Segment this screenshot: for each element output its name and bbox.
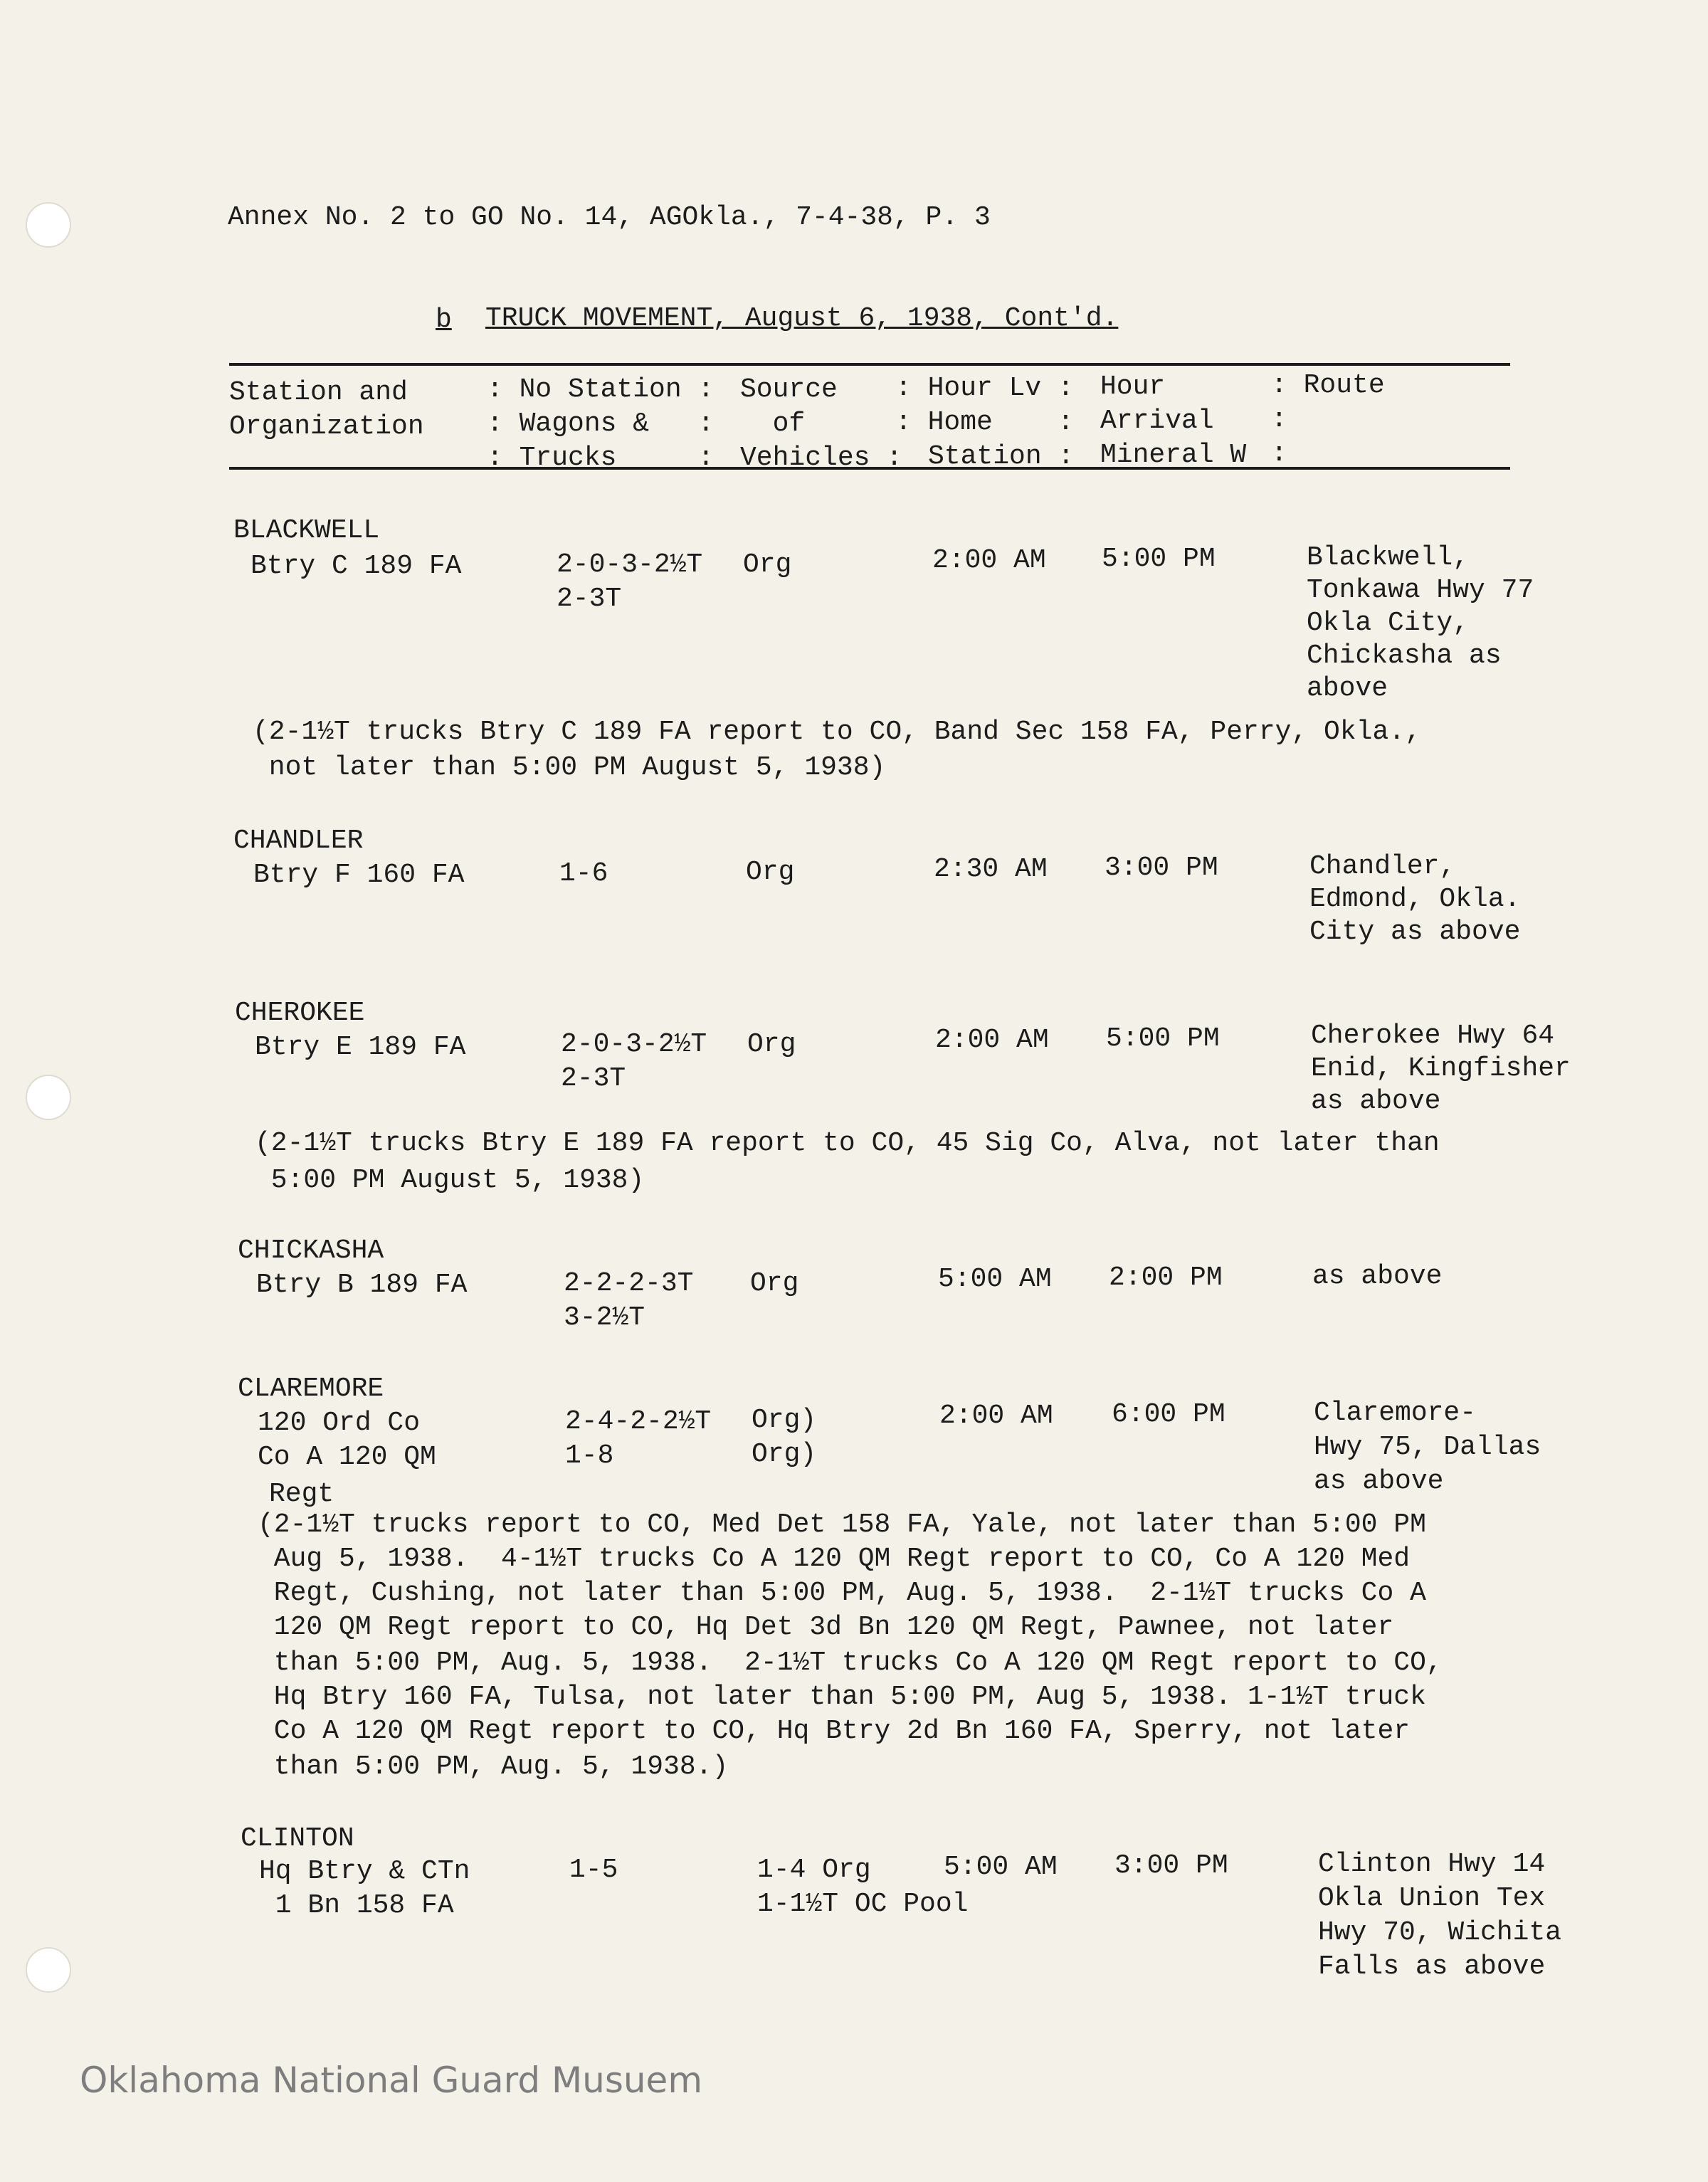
wagons-trucks: 2-3T xyxy=(557,584,622,614)
organization: 1 Bn 158 FA xyxy=(259,1890,454,1921)
entry-note: (2-1½T trucks report to CO, Med Det 158 FA, Yale, not later than 5:00 PM xyxy=(258,1509,1426,1540)
route: Cherokee Hwy 64 xyxy=(1311,1021,1555,1051)
wagons-trucks: 2-4-2-2½T xyxy=(565,1406,712,1437)
route: Okla City, xyxy=(1307,608,1470,638)
hour-arrival: 5:00 PM xyxy=(1106,1023,1220,1054)
wagons-trucks: 1-8 xyxy=(565,1440,614,1471)
wagons-trucks: 3-2½T xyxy=(564,1302,645,1333)
hour-arrival: 5:00 PM xyxy=(1102,544,1216,574)
wagons-trucks: 2-3T xyxy=(561,1063,626,1094)
hour-leave: 5:00 AM xyxy=(938,1264,1052,1295)
wagons-trucks: 2-0-3-2½T xyxy=(557,549,703,580)
entry-note: than 5:00 PM, Aug. 5, 1938. 2-1½T trucks Co A 120 QM Regt report to CO, xyxy=(258,1648,1443,1678)
station-name: CLAREMORE xyxy=(238,1374,384,1404)
route: above xyxy=(1307,673,1388,704)
header-line: : Hour Lv : xyxy=(895,373,1074,404)
header-line: : xyxy=(1271,404,1287,435)
header-line: Organization xyxy=(229,411,424,442)
header-line: : Home : xyxy=(895,407,1074,438)
route: Claremore- xyxy=(1314,1398,1477,1428)
table-top-rule xyxy=(229,363,1510,366)
wagons-trucks: 1-5 xyxy=(569,1855,618,1885)
hour-leave: 2:30 AM xyxy=(934,854,1048,885)
source: Org) xyxy=(752,1439,817,1470)
route: as above xyxy=(1312,1261,1443,1292)
wagons-trucks: 1-6 xyxy=(559,858,608,889)
route: Blackwell, xyxy=(1307,542,1470,573)
station-name: CHEROKEE xyxy=(235,998,365,1028)
museum-watermark: Oklahoma National Guard Musuem xyxy=(80,2060,703,2101)
hour-leave: 5:00 AM xyxy=(944,1852,1058,1882)
hour-arrival: 3:00 PM xyxy=(1114,1850,1228,1881)
organization: Co A 120 QM xyxy=(258,1442,436,1472)
hour-arrival: 3:00 PM xyxy=(1105,853,1218,883)
route: Okla Union Tex xyxy=(1318,1883,1546,1914)
station-name: CLINTON xyxy=(241,1823,354,1854)
organization: Regt xyxy=(269,1479,334,1509)
route: Edmond, Okla. xyxy=(1309,884,1521,915)
wagons-trucks: 2-2-2-3T xyxy=(564,1268,694,1299)
binder-hole-bottom xyxy=(26,1947,71,1993)
header-line: Source xyxy=(740,374,838,405)
route: as above xyxy=(1314,1466,1444,1497)
header-line: Hour xyxy=(1100,371,1166,402)
route: Hwy 70, Wichita xyxy=(1318,1917,1562,1948)
binder-hole-top xyxy=(26,202,71,248)
entry-note: Regt, Cushing, not later than 5:00 PM, Aug. 5, 1938. 2-1½T trucks Co A xyxy=(258,1578,1426,1608)
annex-line: Annex No. 2 to GO No. 14, AGOkla., 7-4-38, P. 3 xyxy=(228,202,991,233)
section-title: TRUCK MOVEMENT, August 6, 1938, Cont'd. xyxy=(485,303,1119,334)
header-line: : Wagons & : xyxy=(487,409,715,439)
station-name: BLACKWELL xyxy=(233,515,380,546)
organization: Btry F 160 FA xyxy=(253,860,465,890)
wagons-trucks: 2-0-3-2½T xyxy=(561,1029,707,1060)
organization: Hq Btry & CTn xyxy=(259,1856,470,1887)
hour-leave: 2:00 AM xyxy=(935,1025,1049,1055)
hour-arrival: 2:00 PM xyxy=(1109,1263,1223,1293)
route: City as above xyxy=(1309,917,1521,947)
route: as above xyxy=(1311,1086,1441,1117)
source: Org xyxy=(743,549,792,580)
route: Chickasha as xyxy=(1307,641,1502,671)
route: Clinton Hwy 14 xyxy=(1318,1849,1546,1880)
header-line: Station and xyxy=(229,377,408,408)
header-line: : Trucks : xyxy=(487,443,715,473)
hour-arrival: 6:00 PM xyxy=(1112,1399,1225,1430)
entry-note: not later than 5:00 PM August 5, 1938) xyxy=(253,752,886,783)
binder-hole-middle xyxy=(26,1075,71,1120)
header-line: Station : xyxy=(928,441,1075,472)
entry-note: Aug 5, 1938. 4-1½T trucks Co A 120 QM Regt report to CO, Co A 120 Med xyxy=(258,1544,1411,1574)
header-line: : Route xyxy=(1271,370,1385,401)
source: 1-4 Org xyxy=(757,1855,871,1885)
header-line: of xyxy=(740,409,806,439)
entry-note: Hq Btry 160 FA, Tulsa, not later than 5:00 PM, Aug 5, 1938. 1-1½T truck xyxy=(258,1682,1426,1712)
entry-note: 120 QM Regt report to CO, Hq Det 3d Bn 120 QM Regt, Pawnee, not later xyxy=(258,1612,1394,1643)
route: Hwy 75, Dallas xyxy=(1314,1432,1541,1462)
station-name: CHANDLER xyxy=(233,826,364,856)
header-line: Arrival xyxy=(1100,406,1214,436)
route: Falls as above xyxy=(1318,1951,1546,1982)
entry-note: Co A 120 QM Regt report to CO, Hq Btry 2d Bn 160 FA, Sperry, not later xyxy=(258,1716,1411,1746)
source: Org xyxy=(750,1268,799,1299)
entry-note: than 5:00 PM, Aug. 5, 1938.) xyxy=(258,1751,729,1782)
section-letter: b xyxy=(436,305,452,335)
route: Enid, Kingfisher xyxy=(1311,1053,1571,1084)
source: Org xyxy=(747,1029,796,1060)
organization: Btry B 189 FA xyxy=(256,1270,468,1300)
header-line: : No Station : xyxy=(487,374,715,405)
entry-note: (2-1½T trucks Btry C 189 FA report to CO, Band Sec 158 FA, Perry, Okla., xyxy=(253,717,1421,747)
route: Chandler, xyxy=(1309,851,1456,882)
entry-note: 5:00 PM August 5, 1938) xyxy=(255,1165,645,1196)
hour-leave: 2:00 AM xyxy=(939,1401,1053,1431)
header-line: Mineral W xyxy=(1100,440,1247,470)
source: Org xyxy=(746,857,795,887)
organization: Btry C 189 FA xyxy=(251,551,462,581)
entry-note: (2-1½T trucks Btry E 189 FA report to CO, 45 Sig Co, Alva, not later than xyxy=(255,1128,1440,1159)
route: Tonkawa Hwy 77 xyxy=(1307,575,1534,606)
source: 1-1½T OC Pool xyxy=(757,1889,969,1919)
organization: Btry E 189 FA xyxy=(255,1032,466,1063)
station-name: CHICKASHA xyxy=(238,1235,384,1266)
organization: 120 Ord Co xyxy=(258,1408,421,1438)
hour-leave: 2:00 AM xyxy=(932,545,1046,576)
source: Org) xyxy=(752,1405,817,1435)
header-line: : xyxy=(1271,438,1287,469)
header-line: Vehicles : xyxy=(740,443,903,473)
